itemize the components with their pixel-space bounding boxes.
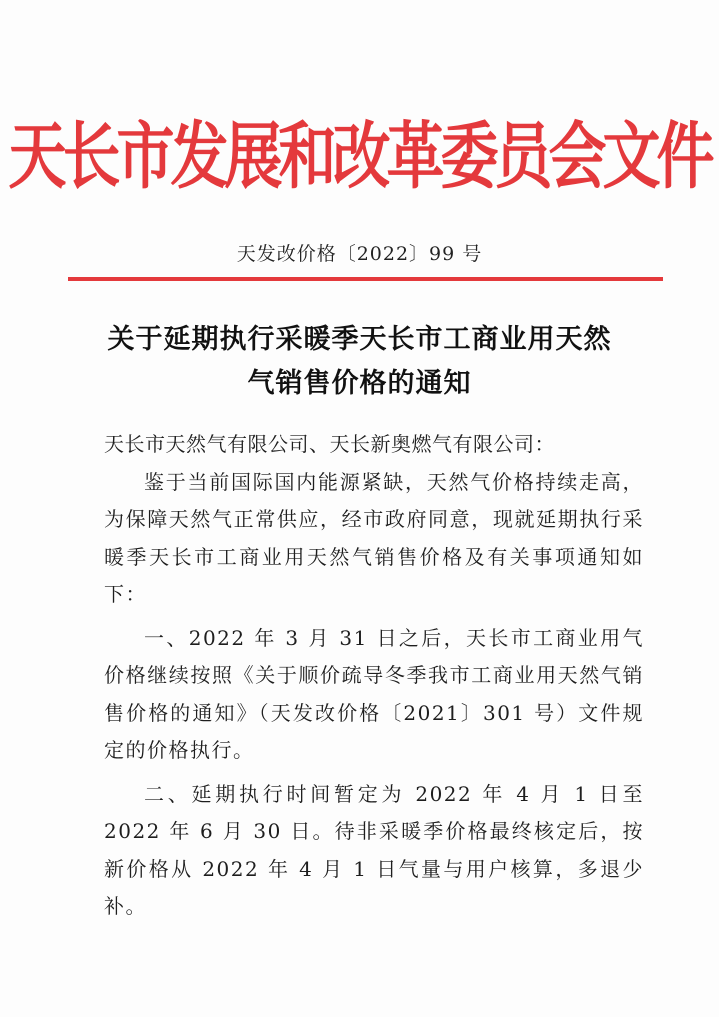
org-header-title: 天长市发展和改革委员会文件 bbox=[8, 113, 711, 199]
notice-title-line-1: 关于延期执行采暖季天长市工商业用天然 bbox=[107, 324, 612, 355]
addressee-line: 天长市天然气有限公司、天长新奥燃气有限公司： bbox=[104, 432, 555, 456]
body-paragraph-item-1: 一、2022 年 3 月 31 日之后，天长市工商业用气价格继续按照《关于顺价疏导冬季我市工商业用天然气销售价格的通知》（天发改价格〔2021〕301 号）文件规定的价格执行。 bbox=[104, 625, 644, 762]
body-paragraph-intro: 鉴于当前国际国内能源紧缺，天然气价格持续走高，为保障天然气正常供应，经市政府同意，现就延期执行采暖季天长市工商业用天然气销售价格及有关事项通知如下： bbox=[104, 469, 644, 606]
body-paragraph-item-2: 二、延期执行时间暂定为 2022 年 4 月 1 日至 2022 年 6 月 30 日。待非采暖季价格最终核定后，按新价格从 2022 年 4 月 1 日气量与用户核算，多退少补。 bbox=[104, 781, 644, 918]
red-divider-line bbox=[68, 277, 663, 281]
notice-title bbox=[0, 318, 719, 406]
notice-title-line-2: 气销售价格的通知 bbox=[247, 368, 472, 399]
notice-body bbox=[104, 426, 644, 926]
document-number: 天发改价格〔2022〕99 号 bbox=[236, 243, 483, 265]
